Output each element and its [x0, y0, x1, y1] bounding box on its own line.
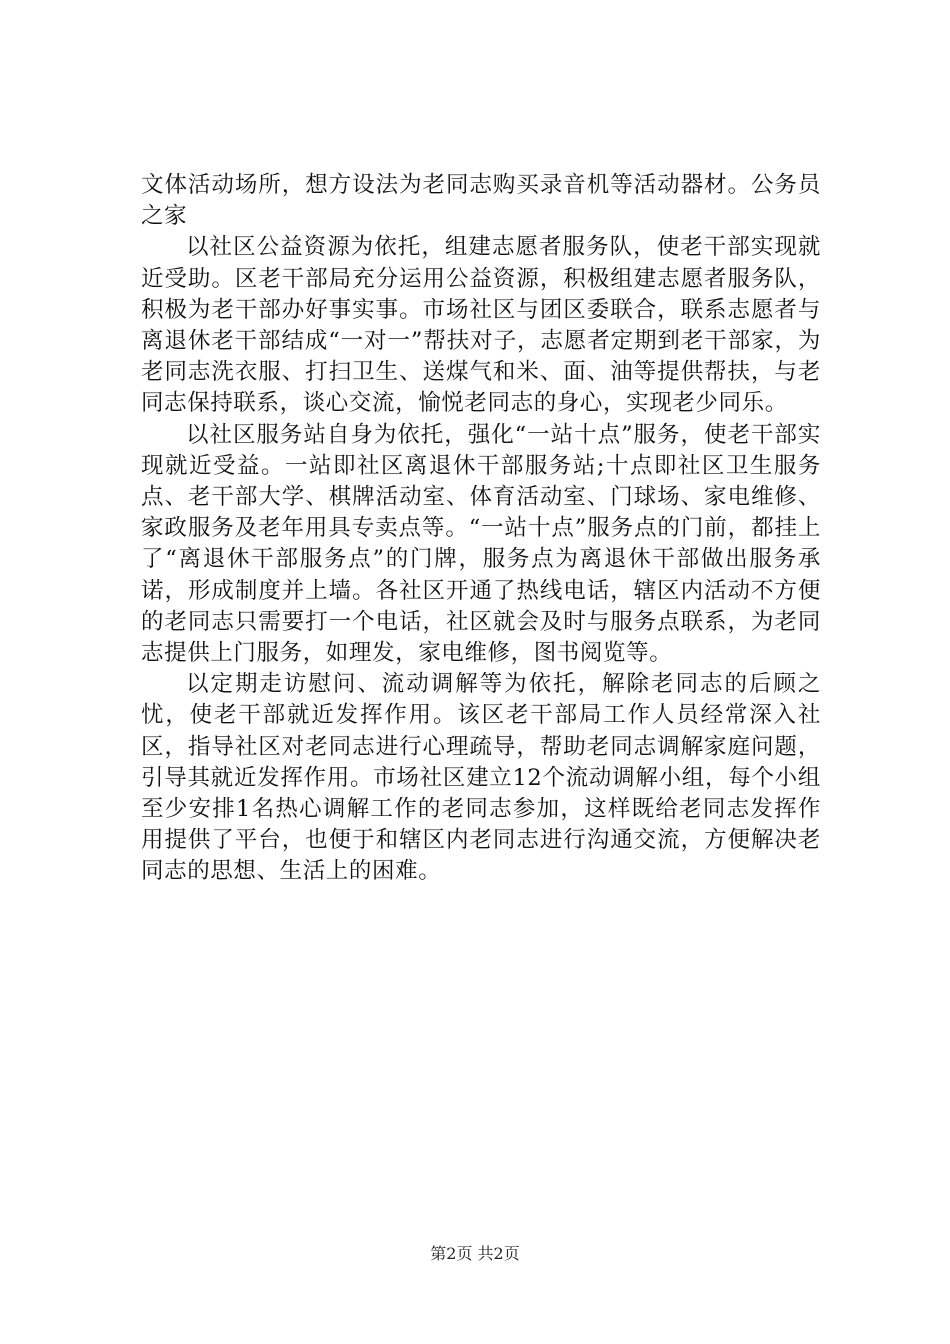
paragraph-visits-mediation: 以定期走访慰问、流动调解等为依托，解除老同志的后顾之忧，使老干部就近发挥作用。该区老干部局工作人员经常深入社区，指导社区对老同志进行心理疏导，帮助老同志调解家庭问题，引导其就近发挥作用。市场社区建立12个流动调解小组，每个小组至少安排1名热心调解工作的老同志参加，这样既给老同志发挥作用提供了平台，也便于和辖区内老同志进行沟通交流，方便解决老同志的思想、生活上的困难。: [141, 671, 821, 885]
paragraph-continued: 文体活动场所，想方设法为老同志购买录音机等活动器材。公务员之家: [141, 172, 821, 230]
page-number-footer: 第2页 共2页: [430, 1244, 520, 1263]
paragraph-service-station: 以社区服务站自身为依托，强化“一站十点”服务，使老干部实现就近受益。一站即社区离退休干部服务站;十点即社区卫生服务点、老干部大学、棋牌活动室、体育活动室、门球场、家电维修、家政服务及老年用具专卖点等。“一站十点”服务点的门前，都挂上了“离退休干部服务点”的门牌，服务点为离退休干部做出服务承诺，形成制度并上墙。各社区开通了热线电话，辖区内活动不方便的老同志只需要打一个电话，社区就会及时与服务点联系，为老同志提供上门服务，如理发，家电维修，图书阅览等。: [141, 421, 821, 667]
paragraph-volunteer-service: 以社区公益资源为依托，组建志愿者服务队，使老干部实现就近受助。区老干部局充分运用公益资源，积极组建志愿者服务队，积极为老干部办好事实事。市场社区与团区委联合，联系志愿者与离退休老干部结成“一对一”帮扶对子，志愿者定期到老干部家，为老同志洗衣服、打扫卫生、送煤气和米、面、油等提供帮扶，与老同志保持联系，谈心交流，愉悦老同志的身心，实现老少同乐。: [141, 234, 821, 417]
document-body: [141, 170, 821, 888]
